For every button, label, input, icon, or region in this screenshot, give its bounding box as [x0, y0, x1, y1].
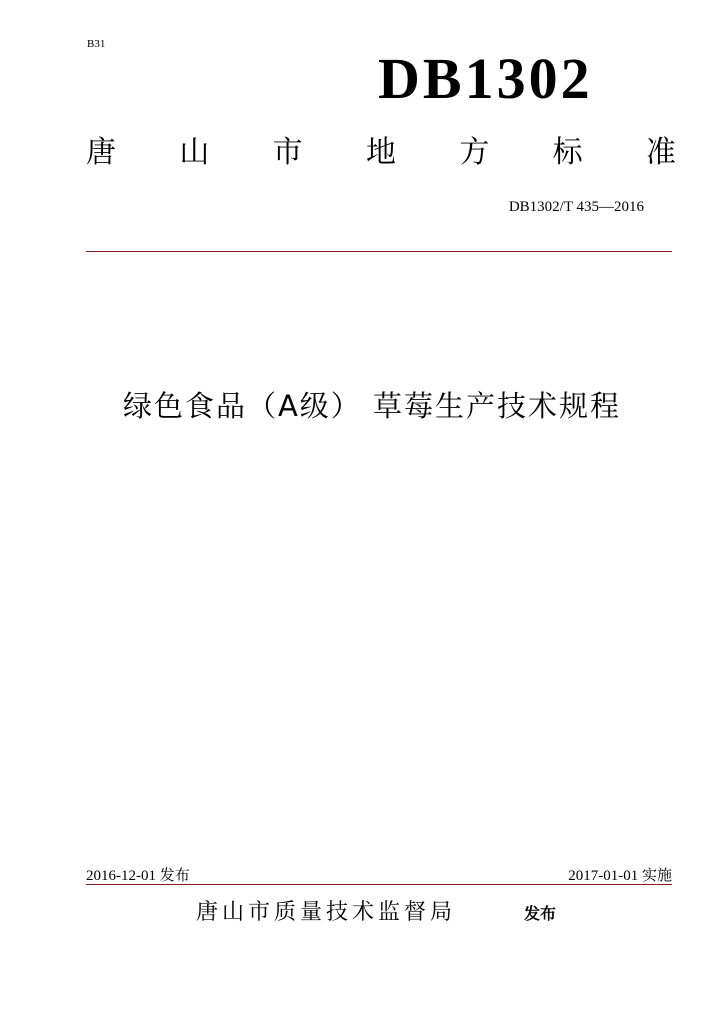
standard-type-char: 山 [179, 135, 210, 170]
standard-code: DB1302 [378, 46, 593, 111]
standard-type-char: 地 [365, 135, 396, 170]
footer-divider [86, 884, 672, 885]
issuing-label: 发布 [524, 904, 557, 923]
header-divider [86, 251, 672, 252]
standard-type [86, 133, 676, 173]
standard-type-char: 方 [459, 135, 490, 170]
classification-code: B31 [87, 38, 106, 50]
issuing-authority: 唐山市质量技术监督局 [196, 900, 457, 925]
standard-type-char: 唐 [86, 135, 116, 170]
standard-type-char: 市 [272, 135, 303, 170]
standard-type-char: 准 [645, 135, 676, 170]
issue-date: 2016-12-01 发布 [86, 868, 190, 884]
implementation-date: 2017-01-01 实施 [568, 868, 672, 884]
standard-number: DB1302/T 435—2016 [508, 199, 644, 215]
document-title: 绿色食品（A级） 草莓生产技术规程 [122, 389, 622, 423]
standard-type-char: 标 [552, 135, 583, 170]
